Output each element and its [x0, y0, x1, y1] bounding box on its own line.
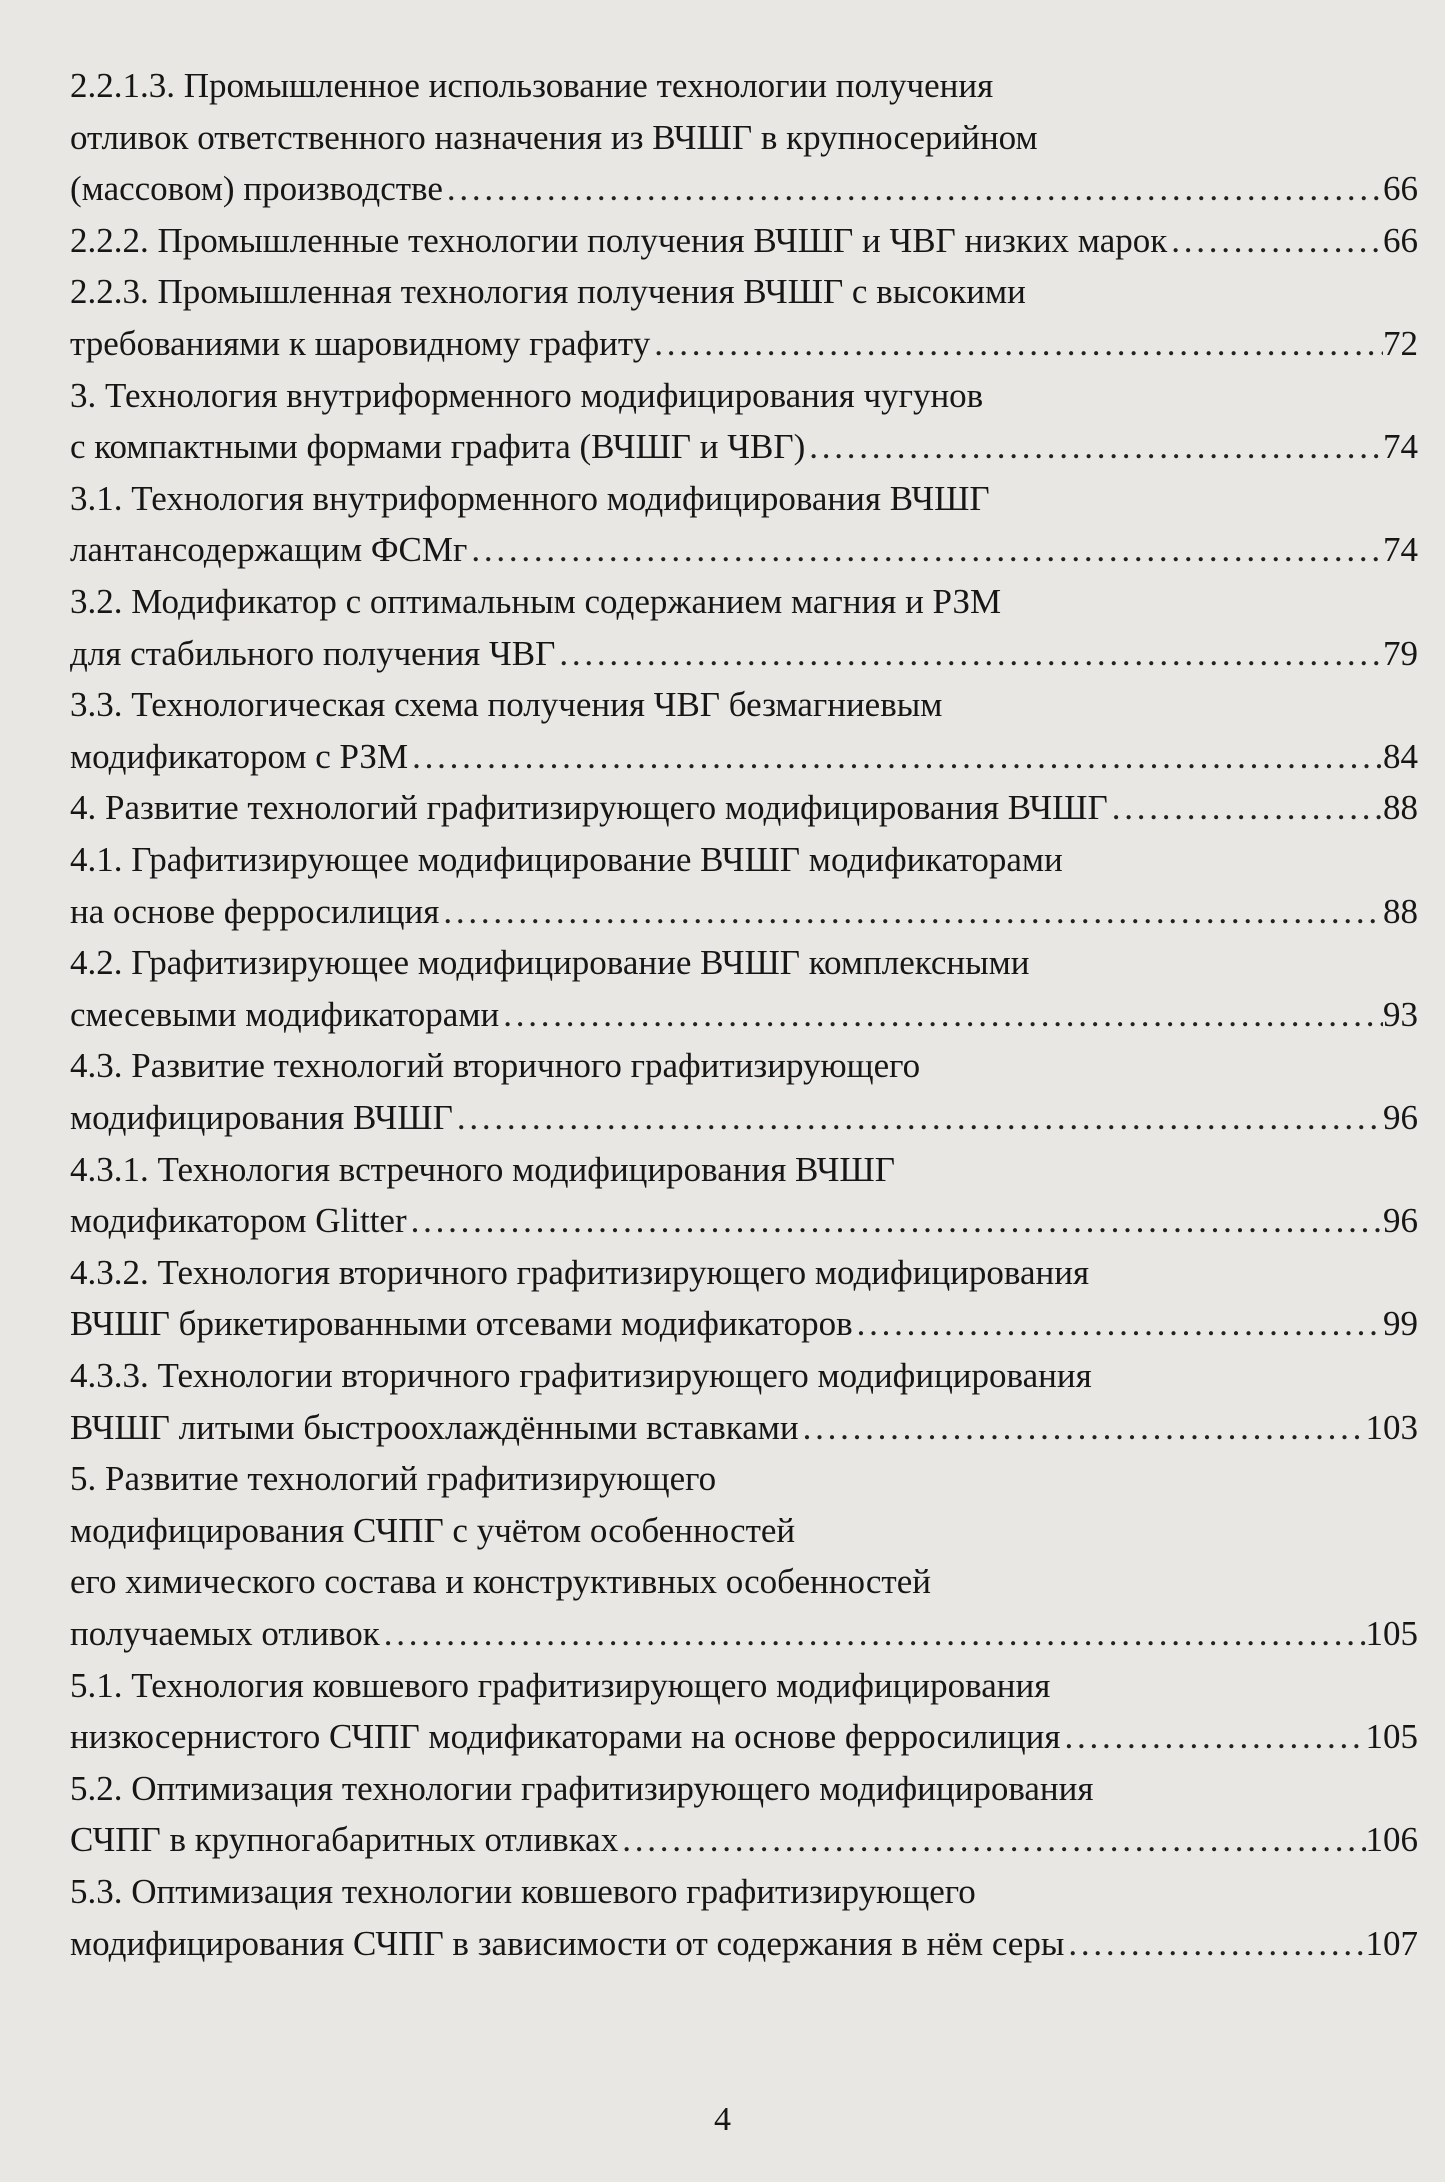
toc-page-number: 88	[1383, 788, 1418, 828]
dot-leader	[1060, 1712, 1365, 1762]
dot-leader	[618, 1815, 1365, 1865]
toc-entry-line	[70, 1764, 1418, 1814]
toc-page-number: 107	[1365, 1923, 1418, 1963]
toc-entry-title: на основе ферросилиция	[70, 891, 440, 931]
toc-entry-title: низкосернистого СЧПГ модификаторами на основе ферросилиция	[70, 1717, 1061, 1757]
toc-entry-title: 5.3. Оптимизация технологии ковшевого графитизирующего	[70, 1872, 976, 1911]
toc-entry-title: модифицирования ВЧШГ	[70, 1098, 453, 1137]
toc-page-number: 88	[1383, 891, 1418, 931]
toc-entry-title: 3. Технология внутриформенного модифицирования чугунов	[70, 375, 984, 415]
toc-entry-line	[70, 680, 1418, 730]
toc-entry-title: 2.2.3. Промышленная технология получения ВЧШГ с высокими	[70, 272, 1026, 312]
toc-entry-title: модификатором Glitter	[70, 1201, 407, 1241]
toc-entry-last-line	[70, 216, 1418, 266]
dot-leader	[443, 164, 1383, 214]
toc-entry-line	[70, 1041, 1418, 1091]
toc-entry-title: 5. Развитие технологий графитизирующего	[70, 1459, 717, 1499]
dot-leader	[805, 422, 1383, 472]
dot-leader	[1108, 783, 1383, 833]
toc-page-number: 96	[1383, 1201, 1418, 1241]
toc-entry-last-line	[70, 319, 1418, 369]
dot-leader	[408, 732, 1383, 782]
toc-entry-title: лантансодержащим ФСМг	[70, 530, 468, 570]
toc-entry-title: 5.2. Оптимизация технологии графитизирующего модифицирования	[70, 1768, 1094, 1808]
toc-entry-line	[70, 1248, 1418, 1298]
toc-entry-line	[70, 938, 1418, 988]
toc-entry-last-line	[70, 1299, 1418, 1349]
toc-page-number: 93	[1383, 994, 1418, 1034]
toc-entry-title: 3.1. Технология внутриформенного модифицирования ВЧШГ	[70, 478, 990, 518]
toc-entry-last-line	[70, 1093, 1418, 1143]
toc-entry-last-line	[70, 1403, 1418, 1453]
toc-entry-last-line	[70, 887, 1418, 937]
toc-entry-title: 4.3. Развитие технологий вторичного графитизирующего	[70, 1046, 921, 1086]
toc-entry-last-line	[70, 525, 1418, 575]
toc-entry-title: модифицирования СЧПГ в зависимости от содержания в нём серы	[70, 1923, 1065, 1963]
toc-entry-line	[70, 1661, 1418, 1711]
toc-entry-line	[70, 1557, 1418, 1607]
toc-entry-last-line	[70, 1919, 1418, 1969]
toc-page-number: 106	[1365, 1820, 1418, 1860]
toc-entry-title: 4.3.1. Технология встречного модифицирования ВЧШГ	[70, 1149, 895, 1189]
toc-entry-title: (массовом) производстве	[70, 169, 443, 209]
dot-leader	[380, 1609, 1366, 1659]
toc-entry-title: требованиями к шаровидному графиту	[70, 324, 651, 363]
toc-page-number: 79	[1383, 633, 1418, 673]
toc-entry-title: 2.2.1.3. Промышленное использование технологии получения	[70, 66, 994, 105]
toc-entry-title: для стабильного получения ЧВГ	[70, 633, 556, 673]
toc-entry-last-line	[70, 164, 1418, 214]
toc-entry-last-line	[70, 422, 1418, 472]
dot-leader	[453, 1093, 1383, 1143]
toc-entry-title: модифицирования СЧПГ с учётом особенностей	[70, 1510, 796, 1550]
toc-entry-title: отливок ответственного назначения из ВЧШГ в крупносерийном	[70, 117, 1038, 157]
toc-entry-last-line	[70, 990, 1418, 1040]
toc-entry-last-line	[70, 1196, 1418, 1246]
toc-entry-line	[70, 1506, 1418, 1556]
toc-page-number: 96	[1383, 1098, 1418, 1137]
page-number: 4	[714, 2101, 731, 2138]
toc-entry-title: смесевыми модификаторами	[70, 994, 500, 1034]
toc-entry-line	[70, 1454, 1418, 1504]
toc-page-number: 66	[1383, 220, 1418, 260]
toc-entry-last-line	[70, 1609, 1418, 1659]
toc-entry-title: 3.2. Модификатор с оптимальным содержанием магния и РЗМ	[70, 582, 1002, 621]
dot-leader	[467, 525, 1383, 575]
dot-leader	[439, 887, 1383, 937]
toc-page-number: 74	[1383, 530, 1418, 570]
toc-entry-title: 4. Развитие технологий графитизирующего модифицирования ВЧШГ	[70, 788, 1108, 828]
dot-leader	[555, 629, 1383, 679]
toc-page-number: 66	[1383, 169, 1418, 209]
toc-entry-title: 4.2. Графитизирующее модифицирование ВЧШГ комплексными	[70, 943, 1030, 983]
toc-entry-title: его химического состава и конструктивных особенностей	[70, 1562, 931, 1602]
toc-entry-last-line	[70, 1815, 1418, 1865]
toc-entry-title: с компактными формами графита (ВЧШГ и ЧВГ)	[70, 427, 806, 467]
toc-entry-line	[70, 61, 1418, 111]
toc-entry-last-line	[70, 629, 1418, 679]
toc-entry-last-line	[70, 1712, 1418, 1762]
dot-leader	[799, 1403, 1366, 1453]
toc-entry-line	[70, 1351, 1418, 1401]
toc-entry-line	[70, 474, 1418, 524]
toc-entry-title: 2.2.2. Промышленные технологии получения ВЧШГ и ЧВГ низких марок	[70, 220, 1168, 260]
toc-entry-line	[70, 1867, 1418, 1917]
toc-entry-title: ВЧШГ литыми быстроохлаждёнными вставками	[70, 1407, 799, 1447]
toc-entry-title: модификатором с РЗМ	[70, 736, 409, 776]
toc-entry-line	[70, 267, 1418, 317]
toc-entry-line	[70, 577, 1418, 627]
dot-leader	[1064, 1919, 1365, 1969]
toc-page-number: 103	[1365, 1407, 1418, 1447]
dot-leader	[1167, 216, 1383, 266]
dot-leader	[853, 1299, 1383, 1349]
toc-entry-title: 5.1. Технология ковшевого графитизирующего модифицирования	[70, 1665, 1051, 1705]
toc-page-number: 84	[1383, 736, 1418, 776]
toc-page-number: 72	[1383, 324, 1418, 363]
toc-entry-title: 3.3. Технологическая схема получения ЧВГ безмагниевым	[70, 685, 943, 725]
toc-page-number: 74	[1383, 427, 1418, 467]
toc-page-number: 105	[1365, 1614, 1418, 1653]
toc-entry-last-line	[70, 732, 1418, 782]
toc-entry-title: 4.1. Графитизирующее модифицирование ВЧШГ модификаторами	[70, 840, 1063, 879]
toc-entry-line	[70, 835, 1418, 885]
toc-entry-title: 4.3.2. Технология вторичного графитизирующего модифицирования	[70, 1252, 1090, 1292]
toc-entry-title: 4.3.3. Технологии вторичного графитизирующего модифицирования	[70, 1356, 1092, 1395]
toc-entry-title: ВЧШГ брикетированными отсевами модификаторов	[70, 1304, 853, 1344]
dot-leader	[499, 990, 1383, 1040]
toc-page-number: 105	[1365, 1717, 1418, 1757]
toc-entry-line	[70, 371, 1418, 421]
dot-leader	[650, 319, 1383, 369]
toc-entry-last-line	[70, 783, 1418, 833]
toc-entry-line	[70, 113, 1418, 163]
toc-entry-title: получаемых отливок	[70, 1614, 380, 1653]
toc-page-number: 99	[1383, 1304, 1418, 1344]
toc-entry-line	[70, 1145, 1418, 1195]
toc-entry-title: СЧПГ в крупногабаритных отливках	[70, 1820, 619, 1860]
dot-leader	[407, 1196, 1383, 1246]
